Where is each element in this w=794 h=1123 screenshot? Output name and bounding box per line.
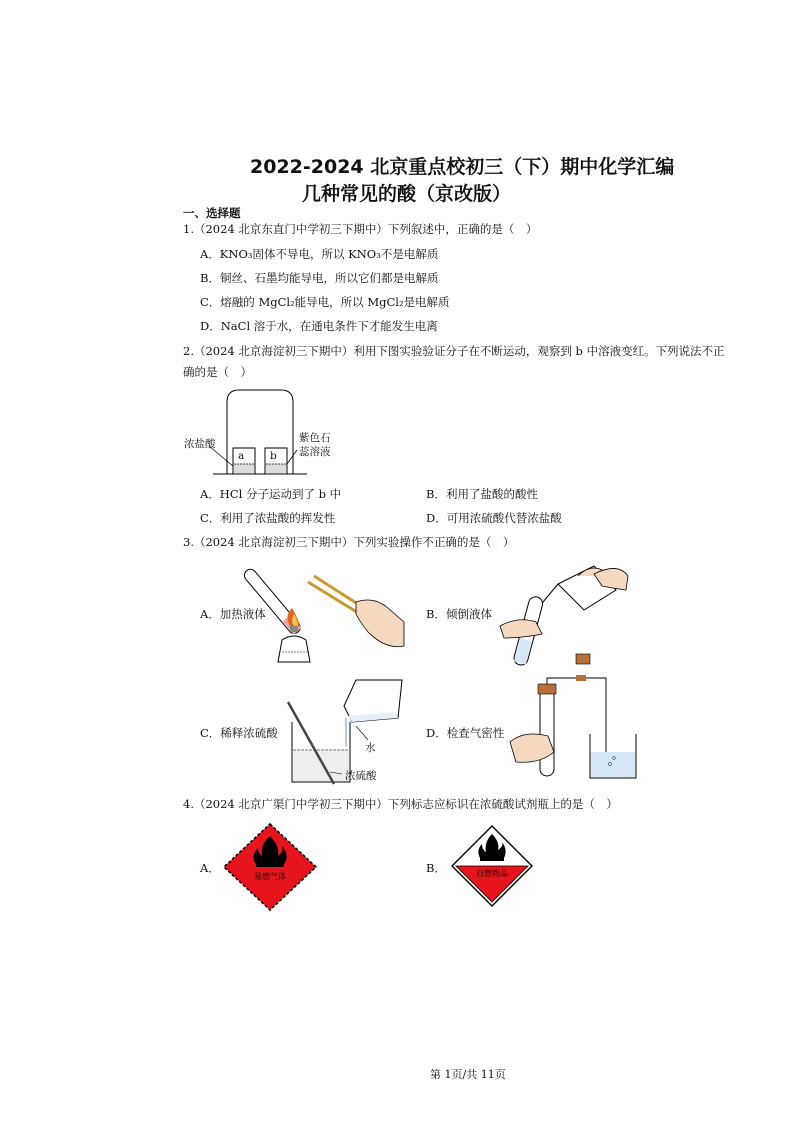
question-3-option-b: B．倾倒液体 <box>426 607 492 621</box>
label-conc-sulfuric: 浓硫酸 <box>345 770 377 782</box>
question-1-option-c: C．熔融的 MgCl₂能导电，所以 MgCl₂是电解质 <box>200 295 450 309</box>
sign-b-label: 自燃物品 <box>476 869 508 878</box>
flammable-gas-sign <box>222 822 318 912</box>
question-1-option-b: B．铜丝、石墨均能导电，所以它们都是电解质 <box>200 271 439 285</box>
question-3-stem: 3.（2024 北京海淀初三下期中）下列实验操作不正确的是（ ） <box>183 535 515 549</box>
spontaneous-combustion-sign <box>450 824 534 908</box>
label-concentrated-hcl: 浓盐酸 <box>184 438 216 450</box>
pouring-liquid-figure <box>498 556 640 670</box>
question-2-stem-line2: 确的是（ ） <box>183 365 252 379</box>
question-1-option-d: D．NaCl 溶于水，在通电条件下才能发生电离 <box>200 319 438 333</box>
question-2-option-c: C．利用了浓盐酸的挥发性 <box>200 511 336 525</box>
airtightness-figure <box>510 678 640 782</box>
sign-a-label: 易燃气体 <box>254 872 286 881</box>
question-2-option-b: B．利用了盐酸的酸性 <box>426 487 538 501</box>
page-subtitle: 几种常见的酸（京改版） <box>302 183 512 205</box>
question-1-stem: 1.（2024 北京东直门中学初三下期中）下列叙述中，正确的是（ ） <box>183 222 538 236</box>
label-litmus-line2: 蕊溶液 <box>299 446 331 458</box>
question-3-option-c: C．稀释浓硫酸 <box>200 726 278 740</box>
question-4-option-a: A． <box>200 861 220 875</box>
question-3-option-d: D．检查气密性 <box>426 726 505 740</box>
question-4-stem: 4.（2024 北京广渠门中学初三下期中）下列标志应标识在浓硫酸试剂瓶上的是（ ） <box>183 797 618 811</box>
label-water: 水 <box>365 742 376 754</box>
question-4-option-b: B． <box>426 861 446 875</box>
question-3-option-a: A．加热液体 <box>200 607 266 621</box>
page-number: 第 1页/共 11页 <box>430 1068 506 1081</box>
question-1-option-a: A．KNO₃固体不导电，所以 KNO₃不是电解质 <box>200 247 439 261</box>
section-heading: 一、选择题 <box>183 206 241 220</box>
heating-liquid-figure <box>268 562 408 666</box>
beaker-a-label: a <box>238 450 245 462</box>
question-2-option-d: D．可用浓硫酸代替浓盐酸 <box>426 511 562 525</box>
label-litmus-line1: 紫色石 <box>299 432 331 444</box>
beaker-b-label: b <box>270 450 277 462</box>
question-2-option-a: A．HCl 分子运动到了 b 中 <box>200 487 342 501</box>
question-2-stem-line1: 2.（2024 北京海淀初三下期中）利用下图实验验证分子在不断运动，观察到 b 中溶液变红。下列说法不正 <box>183 344 725 358</box>
page-title: 2022-2024 北京重点校初三（下）期中化学汇编 <box>250 156 675 178</box>
